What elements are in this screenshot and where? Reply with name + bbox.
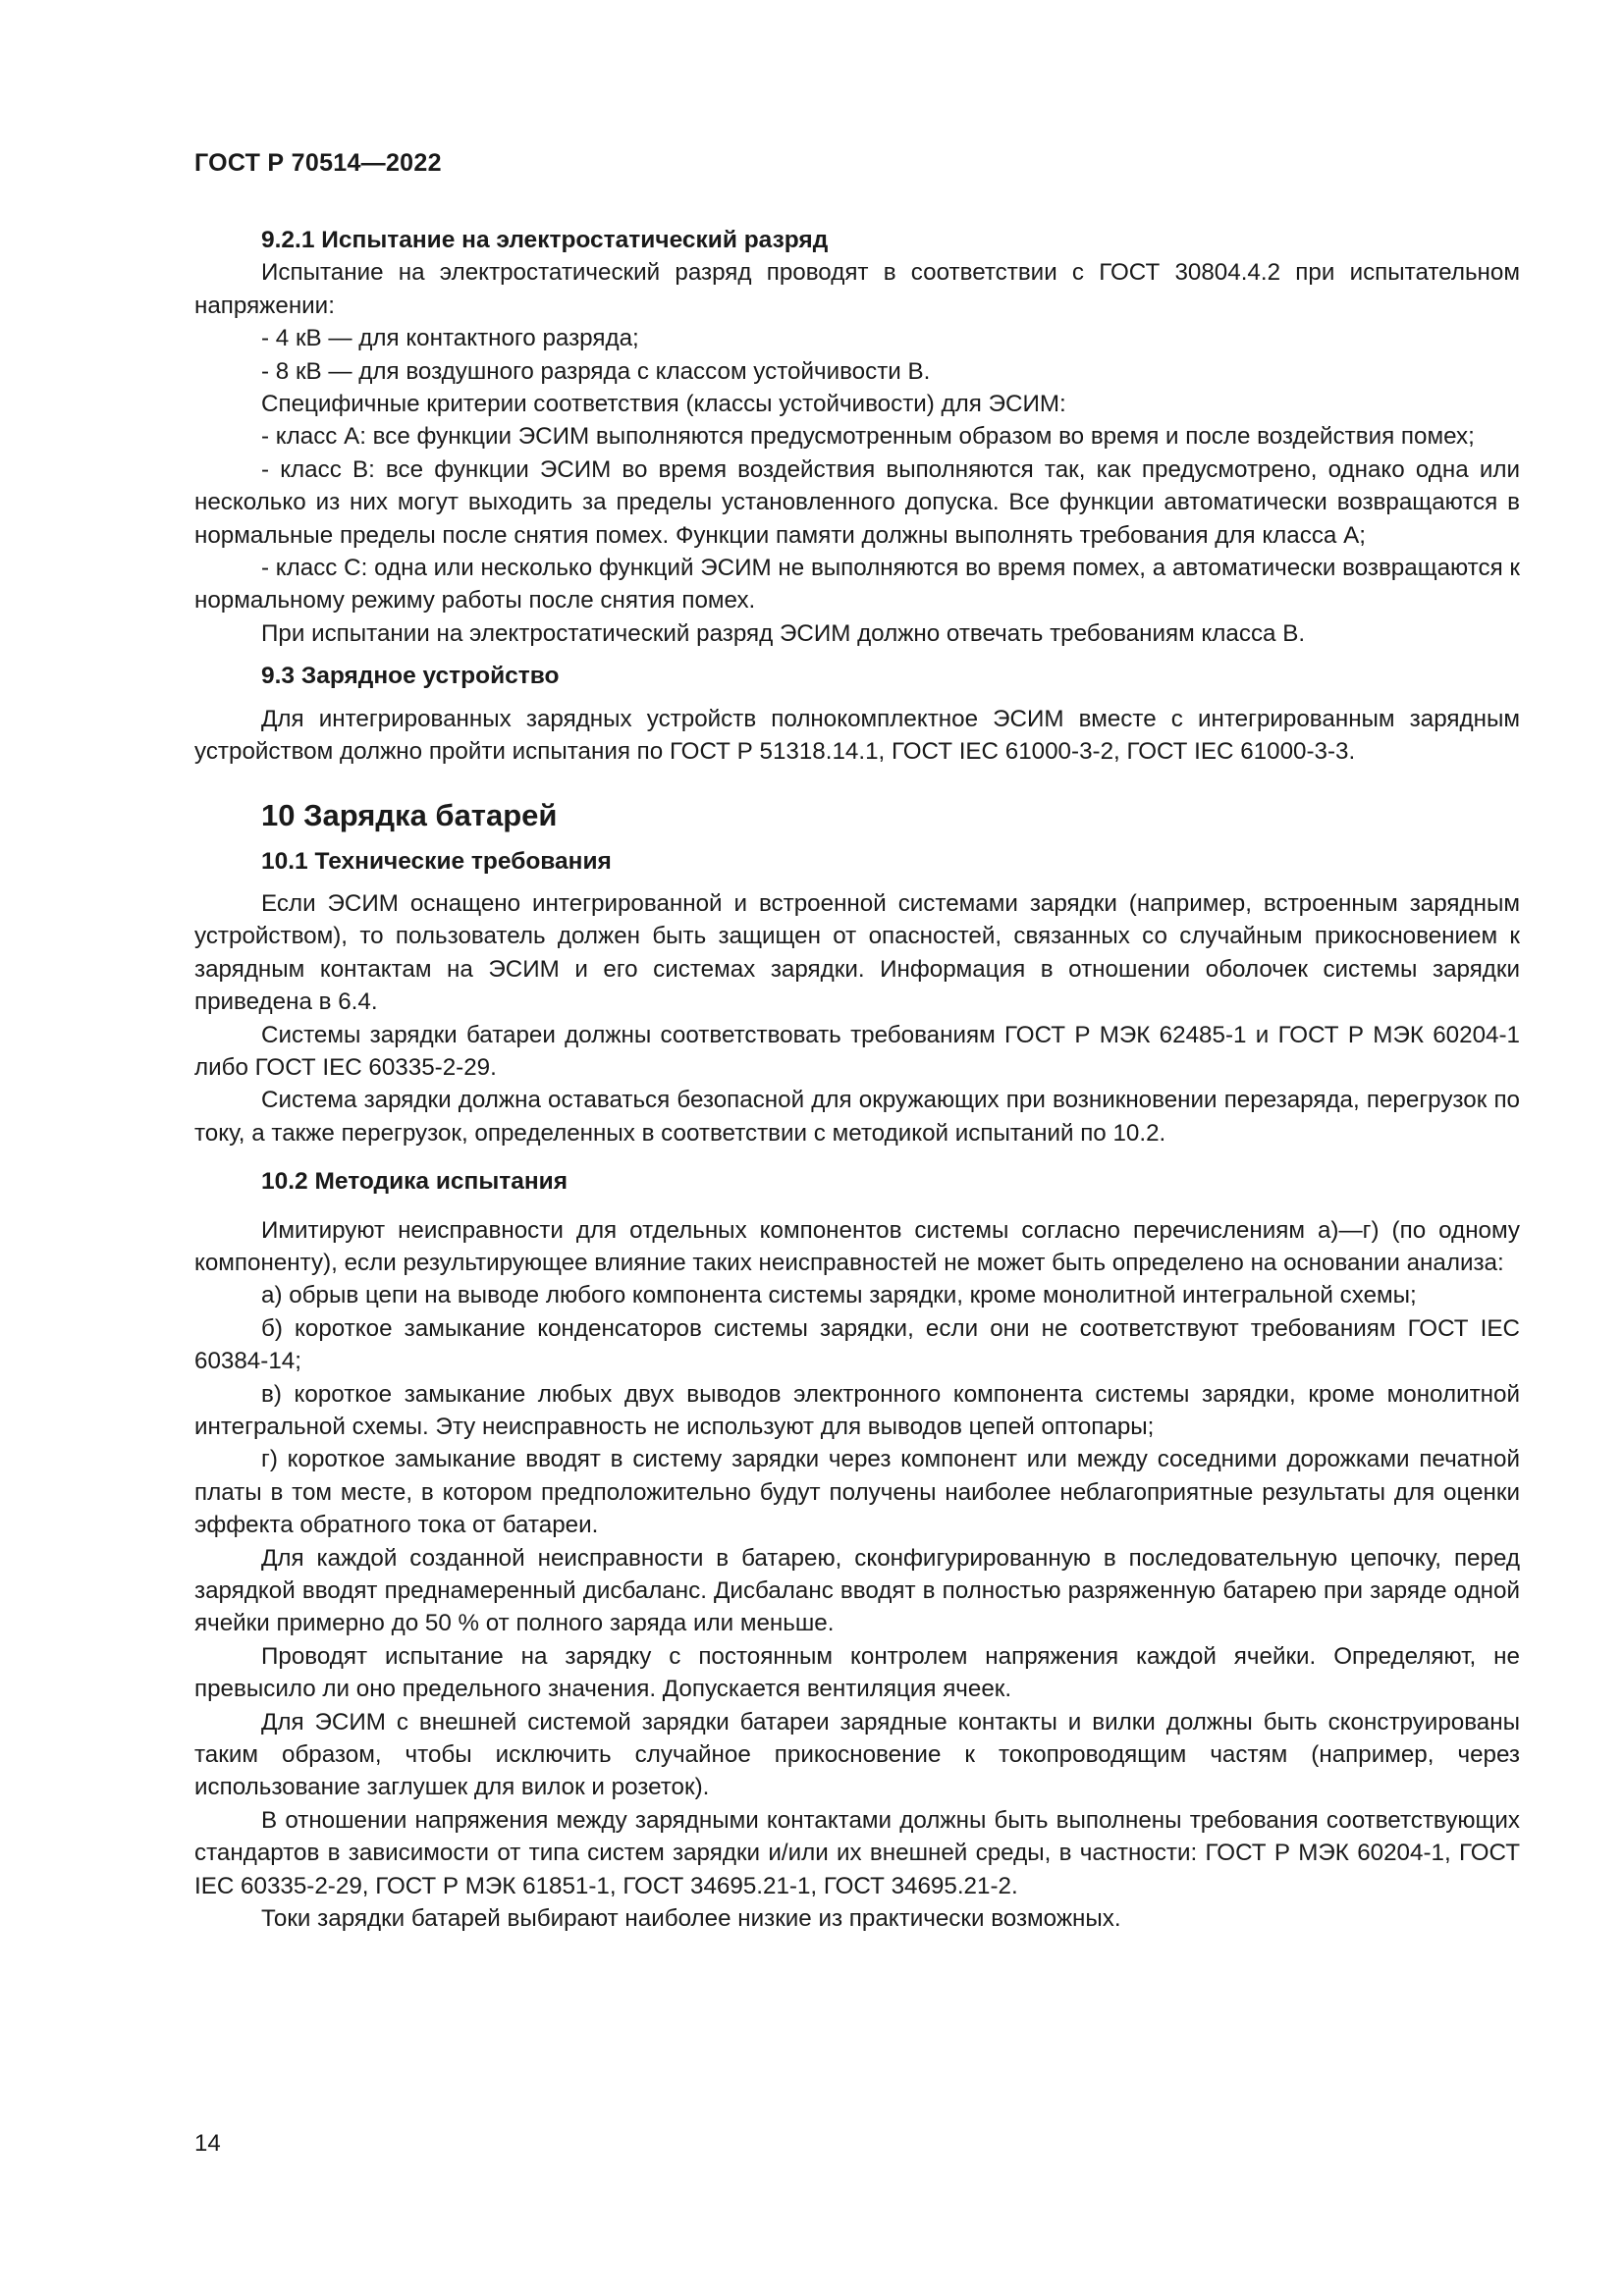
paragraph: Для интегрированных зарядных устройств полнокомплектное ЭСИМ вместе с интегрированным зарядным устройством должно пройти испытания по ГОСТ Р 51318.14.1, ГОСТ IEC 61000-3-2, ГОСТ IEC 61000-3-3. xyxy=(194,705,1520,766)
heading-9-3: 9.3 Зарядное устройство xyxy=(261,663,560,690)
paragraph: Системы зарядки батареи должны соответствовать требованиям ГОСТ Р МЭК 62485-1 и ГОСТ Р МЭК 60204-1 либо ГОСТ IEC 60335-2-29. xyxy=(194,1021,1520,1081)
list-item: в) короткое замыкание любых двух выводов электронного компонента системы зарядки, кроме монолитной интегральной схемы. Эту неисправность не используют для выводов цепей оптопары; xyxy=(194,1380,1520,1440)
paragraph: Имитируют неисправности для отдельных компонентов системы согласно перечислениям а)—г) (по одному компоненту), если результирующее влияние таких неисправностей не может быть определено на основании анализа: xyxy=(194,1216,1520,1276)
heading-10-2: 10.2 Методика испытания xyxy=(261,1168,568,1196)
paragraph: Проводят испытание на зарядку с постоянным контролем напряжения каждой ячейки. Определяют, не превысило ли оно предельного значения. Допускается вентиляция ячеек. xyxy=(194,1642,1520,1703)
paragraph: Испытание на электростатический разряд проводят в соответствии с ГОСТ 30804.4.2 при испытательном напряжении: xyxy=(194,259,1520,319)
paragraph: Специфичные критерии соответствия (классы устойчивости) для ЭСИМ: xyxy=(261,391,1066,418)
heading-9-2-1: 9.2.1 Испытание на электростатический разряд xyxy=(261,227,829,253)
heading-10-1: 10.1 Технические требования xyxy=(261,847,612,875)
paragraph: Система зарядки должна оставаться безопасной для окружающих при возникновении перезаряда, перегрузок по току, а также перегрузок, определенных в соответствии с методикой испытаний по 10.2. xyxy=(194,1087,1520,1147)
list-item: - класс В: все функции ЭСИМ во время воздействия выполняются так, как предусмотрено, однако одна или несколько из них могут выходить за пределы установленного допуска. Все функции автоматически возвращаются в нормальные пределы после снятия помех. Функции памяти должны выполнять требования для класса А; xyxy=(194,455,1520,549)
list-item: - 8 кВ — для воздушного разряда с классом устойчивости В. xyxy=(261,357,931,385)
list-item: - класс А: все функции ЭСИМ выполняются предусмотренным образом во время и после воздействия помех; xyxy=(261,423,1475,451)
paragraph: В отношении напряжения между зарядными контактами должны быть выполнены требования соответствующих стандартов в зависимости от типа систем зарядки и/или их внешней среды, в частности: ГОСТ Р МЭК 60204-1, ГОСТ IEC 60335-2-29, ГОСТ Р МЭК 61851-1, ГОСТ 34695.21-1, ГОСТ 34695.21-2. xyxy=(194,1806,1520,1899)
list-item: а) обрыв цепи на выводе любого компонента системы зарядки, кроме монолитной интегральной схемы; xyxy=(261,1282,1417,1309)
list-item: г) короткое замыкание вводят в систему зарядки через компонент или между соседними дорожками печатной платы в том месте, в котором предположительно будут получены наиболее неблагоприятные результаты для оценки эффекта обратного тока от батареи. xyxy=(194,1446,1520,1539)
heading-10: 10 Зарядка батарей xyxy=(261,797,558,832)
list-item: - класс С: одна или несколько функций ЭСИМ не выполняются во время помех, а автоматически возвращаются к нормальному режиму работы после снятия помех. xyxy=(194,555,1520,614)
paragraph: Для ЭСИМ с внешней системой зарядки батареи зарядные контакты и вилки должны быть сконструированы таким образом, чтобы исключить случайное прикосновение к токопроводящим частям (например, через использование заглушек для вилок и розеток). xyxy=(194,1708,1520,1801)
paragraph: Токи зарядки батарей выбирают наиболее низкие из практически возможных. xyxy=(261,1905,1121,1933)
paragraph: При испытании на электростатический разряд ЭСИМ должно отвечать требованиям класса В. xyxy=(261,619,1306,647)
document-body xyxy=(194,224,1520,1936)
paragraph: Для каждой созданной неисправности в батарею, сконфигурированную в последовательную цепочку, перед зарядкой вводят преднамеренный дисбаланс. Дисбаланс вводят в полностью разряженную батарею при заряде одной ячейки примерно до 50 % от полного заряда или меньше. xyxy=(194,1544,1520,1637)
paragraph: Если ЭСИМ оснащено интегрированной и встроенной системами зарядки (например, встроенным зарядным устройством), то пользователь должен быть защищен от опасностей, связанных со случайным прикосновением к зарядным контактам на ЭСИМ и его системах зарядки. Информация в отношении оболочек системы зарядки приведена в 6.4. xyxy=(194,889,1520,1016)
list-item: - 4 кВ — для контактного разряда; xyxy=(261,325,639,352)
document-header: ГОСТ Р 70514—2022 xyxy=(194,149,442,177)
list-item: б) короткое замыкание конденсаторов системы зарядки, если они не соответствуют требованиям ГОСТ IEC 60384-14; xyxy=(194,1314,1520,1375)
page-number: 14 xyxy=(194,2130,221,2157)
